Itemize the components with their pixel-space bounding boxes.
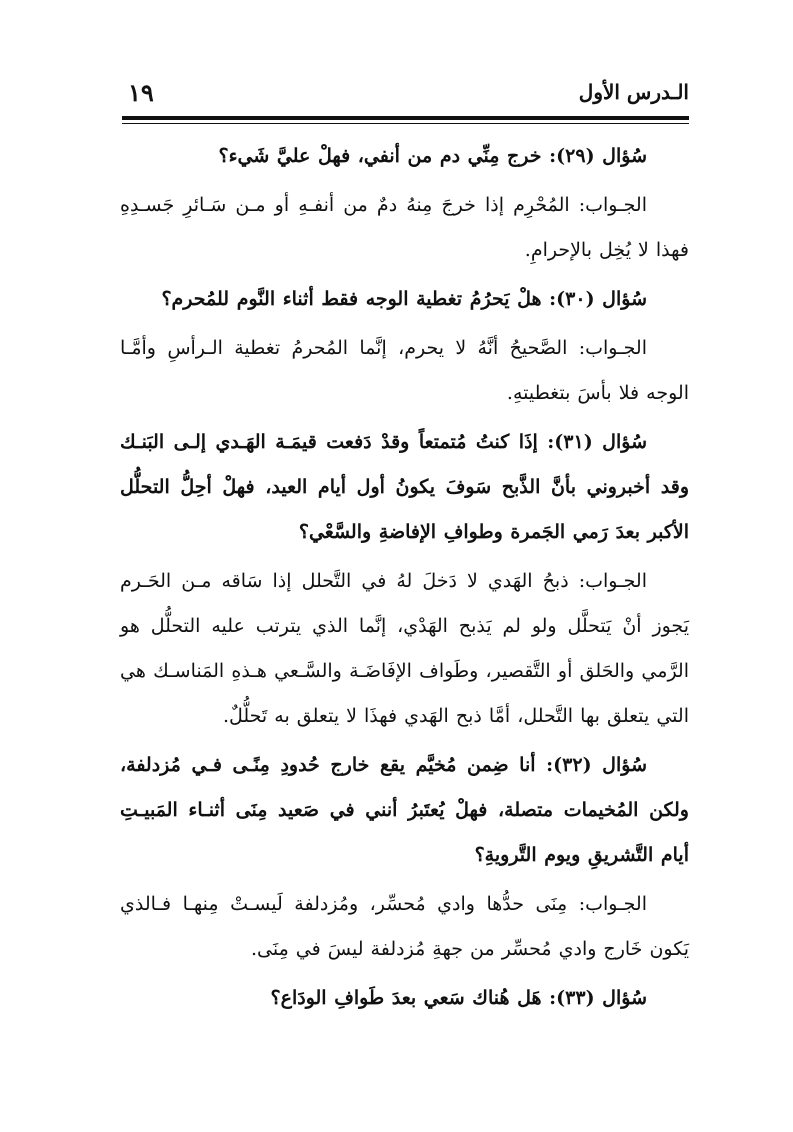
answer-29: الجـواب: المُحْرِم إذا خرجَ مِنهُ دمٌ من أنفـهِ أو مـن سَـائرِ جَسـدِهِ فهذا لا يُخِل بالإحرامِ. <box>120 194 689 261</box>
question-30: سُؤال (٣٠): هلْ يَحرُمُ تغطية الوجه فقط أثناء النَّوم للمُحرم؟ <box>161 288 647 310</box>
answer-31: الجـواب: ذبحُ الهَدي لا دَخلَ لهُ في التَّحلل إذا سَاقه مـن الحَـرم يَجوز أنْ يَتحلَّل ولو لم يَذبح الهَدْي، إنَّما الذي يترتب عليه التحلُّل هو الرَّمي والحَلق أو التَّقصير، وطَواف الإفَاضَـة والسَّـعي هـذهِ المَناسـك هي التي يتعلق بها التَّحلل، أمَّا ذبح الهَدي فهذَا لا يتعلق به تَحلُّلٌ. <box>120 570 690 727</box>
chapter-title: الـدرس الأول <box>578 80 689 104</box>
question-31: سُؤال (٣١): إذَا كنتُ مُتمتعاً وقدْ دَفعت قيمَـة الهَـدي إلـى البَنـك وقد أخبروني بأنَّ الذَّبح سَوفَ يكونُ أول أيام العيد، فهلْ أحِلُّ التحلُّل الأكبر بعدَ رَمي الجَمرة وطوافِ الإفاضةِ والسَّعْي؟ <box>120 431 689 543</box>
header-rule-thick <box>122 116 689 120</box>
page-body <box>120 134 689 1092</box>
header-rule-thin <box>122 123 689 124</box>
page-number: ١٩ <box>128 78 154 107</box>
page-header <box>122 78 689 118</box>
question-29: سُؤال (٢٩): خرج مِنِّي دم من أنفي، فهلْ عليَّ شَيء؟ <box>218 145 647 167</box>
question-32: سُؤال (٣٢): أنا ضِمن مُخيَّم يقع خارج حُدودِ مِنًـى فـي مُزدلفة، ولكن المُخيمات متصلة، فهلْ يُعتَبرُ أنني في صَعيد مِنَى أثنـاء المَبيـتِ أيام التَّشريقِ ويوم التَّرويةِ؟ <box>120 754 689 866</box>
answer-30: الجـواب: الصَّحيحُ أنَّهُ لا يحرم، إنَّما المُحرمُ تغطية الـرأسِ وأمَّـا الوجه فلا بأسَ بتغطيتهِ. <box>120 337 689 404</box>
answer-32: الجـواب: مِنَى حدُّها وادي مُحسِّر، ومُزدلفة لَيسـتْ مِنهـا فـالذي يَكون خَارج وادي مُحسِّر من جهةِ مُزدلفة ليسَ في مِنَى. <box>120 893 689 960</box>
question-33: سُؤال (٣٣): هَل هُناك سَعي بعدَ طَوافِ الودَاع؟ <box>270 987 647 1009</box>
